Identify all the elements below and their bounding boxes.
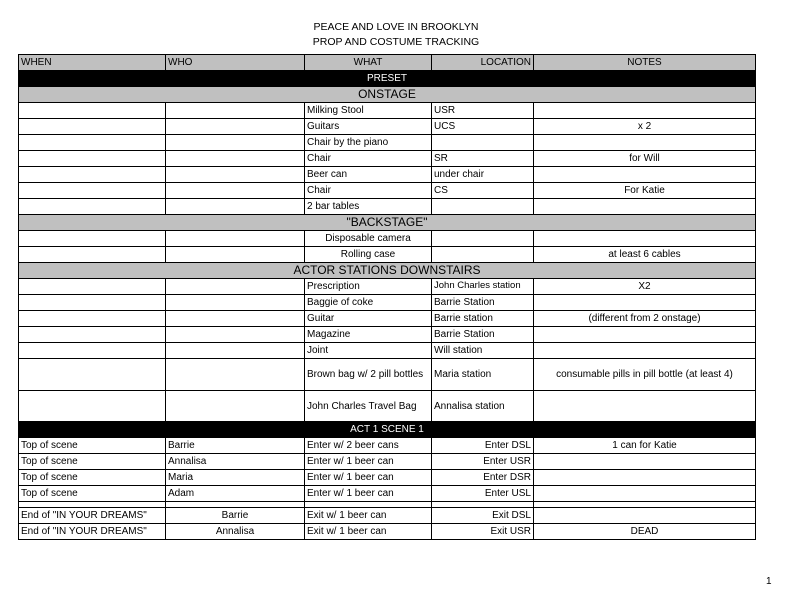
header-row bbox=[19, 55, 756, 71]
table-row bbox=[19, 167, 756, 183]
cell-who bbox=[166, 391, 305, 422]
cell-location: Enter DSR bbox=[432, 470, 534, 486]
cell-location: SR bbox=[432, 151, 534, 167]
cell-notes bbox=[534, 327, 756, 343]
cell-what: Exit w/ 1 beer can bbox=[305, 524, 432, 540]
table-row bbox=[19, 486, 756, 502]
cell-notes: for Will bbox=[534, 151, 756, 167]
cell-who bbox=[166, 151, 305, 167]
title-line-1: PEACE AND LOVE IN BROOKLYN bbox=[313, 21, 479, 33]
cell-location: Will station bbox=[432, 343, 534, 359]
cell-notes bbox=[534, 295, 756, 311]
cell-notes bbox=[534, 103, 756, 119]
cell-what: Joint bbox=[305, 343, 432, 359]
cell-location bbox=[432, 135, 534, 151]
cell-who bbox=[166, 295, 305, 311]
cell-notes bbox=[534, 470, 756, 486]
section-preset: PRESET bbox=[19, 71, 756, 87]
cell-notes bbox=[534, 454, 756, 470]
cell-when: Top of scene bbox=[19, 454, 166, 470]
section-act1-scene1: ACT 1 SCENE 1 bbox=[19, 422, 756, 438]
cell-location: Enter USR bbox=[432, 454, 534, 470]
cell-location bbox=[432, 247, 534, 263]
cell-notes: (different from 2 onstage) bbox=[534, 311, 756, 327]
cell-what: Rolling case bbox=[305, 247, 432, 263]
table-row bbox=[19, 391, 756, 422]
table-row bbox=[19, 247, 756, 263]
cell-location: Barrie station bbox=[432, 311, 534, 327]
section-onstage: ONSTAGE bbox=[19, 87, 756, 103]
cell-when bbox=[19, 199, 166, 215]
col-location-header: LOCATION bbox=[432, 55, 534, 71]
cell-what: Brown bag w/ 2 pill bottles bbox=[305, 359, 432, 391]
cell-who bbox=[166, 359, 305, 391]
cell-location bbox=[432, 199, 534, 215]
table-row bbox=[19, 119, 756, 135]
cell-when bbox=[19, 295, 166, 311]
cell-location: CS bbox=[432, 183, 534, 199]
cell-who: Barrie bbox=[166, 438, 305, 454]
cell-location: Annalisa station bbox=[432, 391, 534, 422]
section-row bbox=[19, 71, 756, 87]
cell-location: Exit USR bbox=[432, 524, 534, 540]
table-row bbox=[19, 311, 756, 327]
cell-who: Maria bbox=[166, 470, 305, 486]
cell-when bbox=[19, 359, 166, 391]
cell-notes bbox=[534, 199, 756, 215]
table-row bbox=[19, 199, 756, 215]
cell-location: Barrie Station bbox=[432, 327, 534, 343]
cell-who bbox=[166, 167, 305, 183]
section-actor-stations: ACTOR STATIONS DOWNSTAIRS bbox=[19, 263, 756, 279]
cell-when bbox=[19, 391, 166, 422]
cell-location: Maria station bbox=[432, 359, 534, 391]
table-row bbox=[19, 524, 756, 540]
table-row bbox=[19, 454, 756, 470]
cell-location: Enter DSL bbox=[432, 438, 534, 454]
col-who-header: WHO bbox=[166, 55, 305, 71]
table-row bbox=[19, 438, 756, 454]
cell-what: Guitars bbox=[305, 119, 432, 135]
cell-what: Baggie of coke bbox=[305, 295, 432, 311]
cell-notes: at least 6 cables bbox=[534, 247, 756, 263]
cell-what: Chair by the piano bbox=[305, 135, 432, 151]
cell-what: Enter w/ 1 beer can bbox=[305, 454, 432, 470]
section-backstage: "BACKSTAGE" bbox=[19, 215, 756, 231]
cell-who bbox=[166, 199, 305, 215]
cell-what: Exit w/ 1 beer can bbox=[305, 508, 432, 524]
cell-when bbox=[19, 343, 166, 359]
cell-who bbox=[166, 103, 305, 119]
cell-who bbox=[166, 327, 305, 343]
page-number: 1 bbox=[766, 576, 772, 587]
table-row bbox=[19, 508, 756, 524]
cell-when bbox=[19, 151, 166, 167]
cell-when bbox=[19, 231, 166, 247]
cell-notes: 1 can for Katie bbox=[534, 438, 756, 454]
cell-who bbox=[166, 135, 305, 151]
cell-location: Enter USL bbox=[432, 486, 534, 502]
cell-when: Top of scene bbox=[19, 486, 166, 502]
cell-what: Beer can bbox=[305, 167, 432, 183]
cell-when: End of "IN YOUR DREAMS" bbox=[19, 524, 166, 540]
cell-when: Top of scene bbox=[19, 438, 166, 454]
cell-notes: For Katie bbox=[534, 183, 756, 199]
cell-what: John Charles Travel Bag bbox=[305, 391, 432, 422]
cell-notes bbox=[534, 508, 756, 524]
section-row bbox=[19, 87, 756, 103]
section-row bbox=[19, 215, 756, 231]
cell-when bbox=[19, 327, 166, 343]
cell-when bbox=[19, 119, 166, 135]
cell-notes: X2 bbox=[534, 279, 756, 295]
cell-when bbox=[19, 135, 166, 151]
table-row bbox=[19, 359, 756, 391]
cell-when: Top of scene bbox=[19, 470, 166, 486]
section-row bbox=[19, 263, 756, 279]
cell-what: Enter w/ 1 beer can bbox=[305, 486, 432, 502]
cell-notes: DEAD bbox=[534, 524, 756, 540]
cell-location: Barrie Station bbox=[432, 295, 534, 311]
cell-notes bbox=[534, 167, 756, 183]
cell-when bbox=[19, 279, 166, 295]
table-row bbox=[19, 327, 756, 343]
section-row bbox=[19, 422, 756, 438]
cell-what: Prescription bbox=[305, 279, 432, 295]
cell-location: USR bbox=[432, 103, 534, 119]
cell-what: Disposable camera bbox=[305, 231, 432, 247]
cell-location bbox=[432, 231, 534, 247]
cell-what: Chair bbox=[305, 183, 432, 199]
cell-what: 2 bar tables bbox=[305, 199, 432, 215]
cell-when bbox=[19, 247, 166, 263]
table-row bbox=[19, 279, 756, 295]
clipped-location-text: John Charles station bbox=[434, 280, 521, 291]
cell-notes: consumable pills in pill bottle (at least 4) bbox=[534, 359, 756, 391]
col-notes-header: NOTES bbox=[534, 55, 756, 71]
col-what-header: WHAT bbox=[305, 55, 432, 71]
col-when-header: WHEN bbox=[19, 55, 166, 71]
cell-who: Annalisa bbox=[166, 454, 305, 470]
tracking-table bbox=[18, 54, 756, 540]
cell-notes bbox=[534, 343, 756, 359]
cell-what: Magazine bbox=[305, 327, 432, 343]
cell-what: Milking Stool bbox=[305, 103, 432, 119]
cell-location: UCS bbox=[432, 119, 534, 135]
cell-notes bbox=[534, 391, 756, 422]
cell-who: Annalisa bbox=[166, 524, 305, 540]
cell-notes bbox=[534, 135, 756, 151]
cell-notes bbox=[534, 486, 756, 502]
cell-when bbox=[19, 167, 166, 183]
cell-when bbox=[19, 103, 166, 119]
cell-who bbox=[166, 247, 305, 263]
table-row bbox=[19, 151, 756, 167]
title-line-2: PROP AND COSTUME TRACKING bbox=[312, 36, 480, 48]
cell-location: Exit DSL bbox=[432, 508, 534, 524]
cell-who: Barrie bbox=[166, 508, 305, 524]
cell-when: End of "IN YOUR DREAMS" bbox=[19, 508, 166, 524]
cell-what: Enter w/ 1 beer can bbox=[305, 470, 432, 486]
table-row bbox=[19, 135, 756, 151]
table-row bbox=[19, 183, 756, 199]
cell-notes: x 2 bbox=[534, 119, 756, 135]
table-row bbox=[19, 295, 756, 311]
cell-what: Chair bbox=[305, 151, 432, 167]
cell-who bbox=[166, 343, 305, 359]
cell-what: Enter w/ 2 beer cans bbox=[305, 438, 432, 454]
cell-what: Guitar bbox=[305, 311, 432, 327]
cell-location bbox=[432, 279, 534, 295]
table-row bbox=[19, 470, 756, 486]
cell-location: under chair bbox=[432, 167, 534, 183]
document-title bbox=[0, 20, 792, 50]
table-row bbox=[19, 231, 756, 247]
cell-who bbox=[166, 183, 305, 199]
cell-who bbox=[166, 231, 305, 247]
table-row bbox=[19, 103, 756, 119]
cell-when bbox=[19, 311, 166, 327]
cell-who bbox=[166, 119, 305, 135]
cell-when bbox=[19, 183, 166, 199]
cell-who bbox=[166, 279, 305, 295]
cell-who bbox=[166, 311, 305, 327]
cell-who: Adam bbox=[166, 486, 305, 502]
table-row bbox=[19, 343, 756, 359]
cell-notes bbox=[534, 231, 756, 247]
